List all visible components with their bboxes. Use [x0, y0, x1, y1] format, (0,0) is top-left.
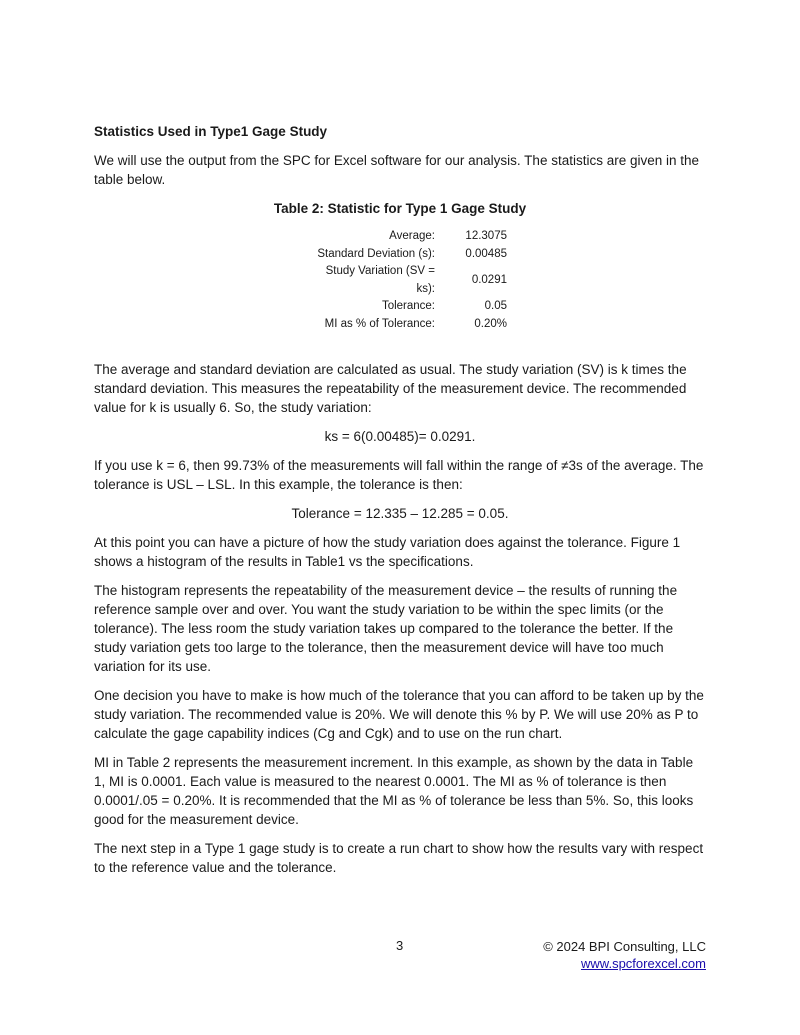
- page-content: [94, 122, 706, 887]
- row-value: 0.20%: [474, 317, 507, 330]
- row-label: MI as % of Tolerance:: [324, 317, 435, 330]
- footer-credits: [543, 938, 706, 972]
- row-value: 0.0291: [471, 273, 507, 286]
- row-label: Standard Deviation (s):: [317, 247, 435, 260]
- table-row: [304, 246, 507, 264]
- paragraph-measurement-increment: MI in Table 2 represents the measurement increment. In this example, as shown by the data in Table 1, MI is 0.0001. Each value is measured to the nearest 0.0001. The MI as % of tolerance is then 0.0001/.05 = 0.20%. It is recommended that the MI as % of tolerance be less than 5%. So, this looks good for the measurement device.: [94, 755, 694, 827]
- paragraph-tolerance-intro: If you use k = 6, then 99.73% of the measurements will fall within the range of ≠3s of the average. The tolerance is USL – LSL. In this example, the tolerance is then:: [94, 458, 704, 492]
- row-label: Study Variation (SV = ks):: [325, 265, 435, 295]
- row-value: 12.3075: [465, 230, 507, 242]
- page-number: 3: [396, 938, 404, 953]
- row-label: Average:: [389, 230, 435, 242]
- table-row: [304, 298, 507, 316]
- paragraph-next-step: The next step in a Type 1 gage study is to create a run chart to show how the results vary with respect to the reference value and the tolerance.: [94, 841, 704, 875]
- row-value: 0.05: [484, 300, 507, 312]
- statistics-table: [304, 228, 507, 333]
- paragraph-decision: One decision you have to make is how much of the tolerance that you can afford to be taken up by the study variation. The recommended value is 20%. We will denote this % by P. We will use 20% as P to calculate the gage capability indices (Cg and Cgk) and to use on the run chart.: [94, 688, 704, 741]
- paragraph-histogram: The histogram represents the repeatability of the measurement device – the results of running the reference sample over and over. You want the study variation to be within the spec limits (or the tolerance). The less room the study variation takes up compared to the tolerance the better. If the study variation gets too large to the tolerance, then the measurement device will have too much variation for its use.: [94, 583, 678, 674]
- table-row: [304, 316, 507, 334]
- equation-ks: ks = 6(0.00485)= 0.0291.: [324, 429, 476, 444]
- row-value: 0.00485: [465, 247, 507, 260]
- intro-paragraph: We will use the output from the SPC for Excel software for our analysis. The statistics are given in the table below.: [94, 153, 700, 187]
- website-link[interactable]: www.spcforexcel.com: [581, 956, 706, 971]
- copyright-text: © 2024 BPI Consulting, LLC: [543, 939, 706, 954]
- equation-tolerance: Tolerance = 12.335 – 12.285 = 0.05.: [291, 506, 509, 521]
- table-title: Table 2: Statistic for Type 1 Gage Study: [273, 201, 527, 216]
- table-row: [304, 228, 507, 246]
- paragraph-study-variation: The average and standard deviation are calculated as usual. The study variation (SV) is k times the standard deviation. This measures the repeatability of the measurement device. The recommended value for k is usually 6. So, the study variation:: [94, 362, 687, 415]
- table-row: [304, 263, 507, 298]
- section-heading: Statistics Used in Type1 Gage Study: [94, 124, 328, 139]
- row-label: Tolerance:: [381, 300, 435, 312]
- paragraph-histogram-intro: At this point you can have a picture of how the study variation does against the tolerance. Figure 1 shows a histogram of the results in Table1 vs the specifications.: [94, 535, 681, 569]
